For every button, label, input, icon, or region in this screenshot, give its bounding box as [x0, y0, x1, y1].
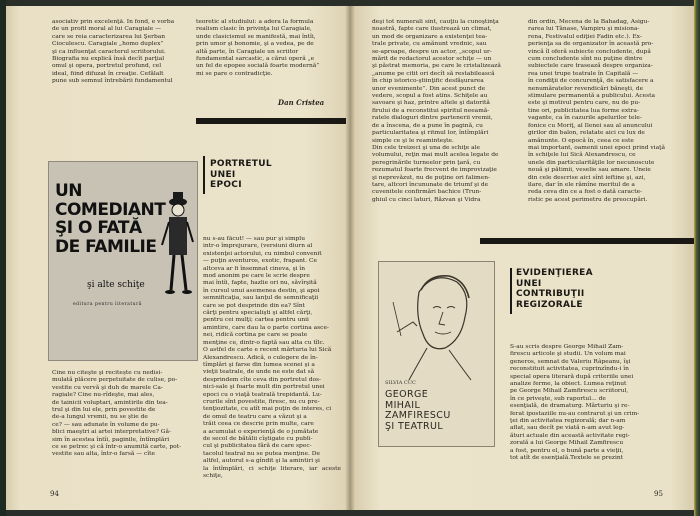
book-cover-publisher: editura pentru literatură [73, 302, 142, 307]
section-heading-evidentierea: EVIDENŢIEREA UNEI CONTRIBUŢII REGIZORALE [516, 268, 593, 310]
section-heading-portretul: PORTRETUL UNEI EPOCI [210, 159, 272, 190]
right-page [350, 6, 694, 510]
right-top-column-2: din ordin, Mecena de la Bahadag, Asigu- rarea lui Tănase, Vampiru şi misiona- rena, Festivalul ediţiei Fadin etc.). Ex- perienţa sa de organizator în această pro- vincă îl oferă subiecte concludente, după cum concludente sînt nu puţine dintre subiectele care trasează despre organiza- rea unei trupe teatrale în Capitală — în condiţii de concurenţă, de satisfacere a nenumăratelor revendicări băneşti, de stimulare permanentă a publicului. Acesta este şi motivul pentru care, nu de pu- tine ori, publicitatea lua forme extra- vagante, ca în cazurile apelurilor tele- fonice cu Moriţ, al Ilenei sau al anuncului girilor din balon, relatate aici cu lux de amănunte. O epocă în, ceea ce este mai important, oamenii unei epoci prind viaţă în schiţele lui Sică Alexandrescu, ce unele din particularităţile lor necunoscute nouă şi pătimii, veselie sau amare. Uneie din cele descrise aici sînt ieftine şi, azi, ilare, dar în ele rămîne meritul de a reda ceva din ce a fost o dată caracte- ristic pe acest perimetru de preocupări. [528, 19, 666, 203]
right-top-column-1: deşi tot numerali sînt, cauţiu la cunoştinţa noastră, fapte care ilustrează un climat, un mod de organizare a existenţei tea- trale private, cu amănunt vrednic, sau se-aproape, despre un actor, „scopul ur- mărit de redactorul acestor schiţe — un şi păstrat memoria, pe care le cristalizează „anume pe citit ori decît să restabilească în chip istorico-ştiinţific desfăşurarea unor evenimente”. Din acest punct de vedere, scopul a fost atins. Schiţele au savoare şi haz, printre altele şi datorită firului de a reconstitui spiritul neeamă- ratele dialoguri dintre partenerii vremii, de a înscena, de a pune în pagină, cu particularitatea şi ritmul lor, întîmplări simple ce şi le reaminteşte. Din cele treizeci şi una de schiţe ale volumului, reţin mai mult acelea legate de peregrinările turneelor prin ţară, cu rezumatul foarte frecvent de improvizaţie şi neprevăzut, nu de puţine ori falimen- tare, altcori încununate de triumf şi de cuvenitele confirmări bachice (Trun- ghiul cu cinci laturi, Răzvan şi Vidra [372, 19, 501, 203]
heading-vertical-rule [203, 156, 205, 194]
left-top-column-2: teoretic al studiului: a adera la formula realism clasic în privinţa lui Caragiale, unde clasicismul se manifestă, mai întîi, prin umor şi bonomie, şi a vedea, pe de altă parte, în Caragiale un scriitor fundamental sarcastic, a cărui operă „e un fel de epopee socială foarte modernă” mi se pare o contradicţie. [196, 19, 320, 77]
left-lower-column: Cine nu citeşte şi recitește cu nedisi- mulată plăcere perpetuitate de culise, po- vestite cu vervă şi duh de marele Ca- ragiale? Cine nu-rîdeşte, mai ales, de tainicii voluptari, amintirile din tea- trul şi din lui ele, prin povestite de de-a lungul vremii, nu se ştie de ce? — sau adunate în volume de pu- blici maeştri ai artei interpretative? Gă- sim în acestea întîi, paginile, întîmplări ce se petrec şi că într-o anumită carte, pot- vestite sau alta, într-o farsă — cîte [52, 370, 182, 458]
page-number-left: 94 [50, 490, 59, 498]
section-divider-bar [196, 118, 346, 124]
book-cover-title: UN COMEDIANT ŞI O FATĂ DE FAMILIE [55, 181, 166, 257]
right-divider-bar [480, 238, 694, 244]
magazine-spread [6, 6, 694, 510]
book-cover-subtitle: şi alte schiţe [87, 280, 145, 290]
left-page [6, 6, 350, 510]
book-gutter [345, 6, 355, 510]
book-cover-image [48, 161, 198, 361]
left-middle-column: nu s-au făcut! — sau pur şi simplu intr-o împrejurare, (versiuni diurn al existenţei actorului, cu nimbul convenit — puţin aventuros, exotic, frapant. Ce altceva ar fi însemnat cineva, şi în mod anonim pe care le scrie despre mai întîi, fapte, hazlie ori nu, săvîrşită în cursul unui asemenea destin, şi apoi semnificaţia, sau lanţul de semnificaţii care se pot desprinde din ea? Sînt cărţi pentru specialişti şi altfel cărţi, pentru cei mulţi; cartea pentru unii amintire, care dau la o parte cortina asce- nei, ridică cortina pe care se poate menţine ce, dintr-o faptă sau alta cu tîlc. O astfel de carte e recent mărturia lui Sică Alexandrescu. Adică, o culegere de în- tîmplări şi farse din lumea scenei şi a vieţii teatrale, de unde ne este dat să desprindem cîte ceva din portretul dos- nici-sale şi foarte mult din portretul unei epoci cu o viaţă teatrală trepidantă. Lu- crurile sînt povestite, firesc, nu cu pre- tenţiozitate, cu atît mai puţin de interes, ci de omul de teatru care a văzut şi a trăit ceea ce descrie prin multe, care a acumulat o experienţă de o jumătate de secol de bătălii cîştigate cu publi- cul şi publicitatea fără de care spec- tacolul teatral nu se putea menţine. De altfel, autorul s-a gîndit şi la amintiri şi la întîmplări, ci schiţe literare, iar aceste schiţe, [203, 236, 341, 479]
heading-vertical-rule-right [510, 268, 512, 314]
author-signature: Dan Cristea [278, 98, 325, 107]
comedian-figure-illustration [161, 190, 195, 300]
left-top-column-1: asociativ prin excelenţă. În fond, e vorba de un profil moral al lui Caragiale — care se reia caracterizarea lui Şerban Cioculescu. Caragiale „homo duplex” şi ca influenţat caracterul scriitorului. Biografia nu explică însă decît parţial omul şi opera, portretul profund, cel ideal, fiind difuzat în creaţie. Cefălalt pune sub semnul întrebării fundamentul [52, 19, 175, 85]
right-lower-column: S-au scris despre George Mihail Zam- firescu articole şi studii. Un volum mai generos, semnat de Valeriu Râpeanu, îşi reconstituit activitatea, cuprinzîndu-i în special opera literară după criteriile unei analize ferme, la obiect. Lumea reţinut pe George Mihail Zamfirescu scriitorul, în ce priveşte, sub raportul... de esenţială, de dramaturg. Mărturiu şi re- ferat ipostaziile nu-au contrarut şi un crim- ţei din activitatea regizorală; dar n-am aflat, sau decît pe viată n-am avut leg- ături actuale din această activitate regi- zorală a lui George Mihail Zamfirescu a fost, pentru el, o bună parte a vieţii, tot atît de esenţială.Textele se prezint [510, 344, 640, 462]
sketch-book-title: GEORGE MIHAIL ZAMFIRESCU ŞI TEATRUL [385, 389, 451, 432]
portrait-sketch-image [378, 261, 495, 447]
sketch-author-label: SILVIA CUC [385, 380, 416, 386]
page-number-right: 95 [654, 490, 663, 498]
portrait-sketch-drawing [379, 262, 494, 382]
binding-edge-right [694, 0, 700, 516]
